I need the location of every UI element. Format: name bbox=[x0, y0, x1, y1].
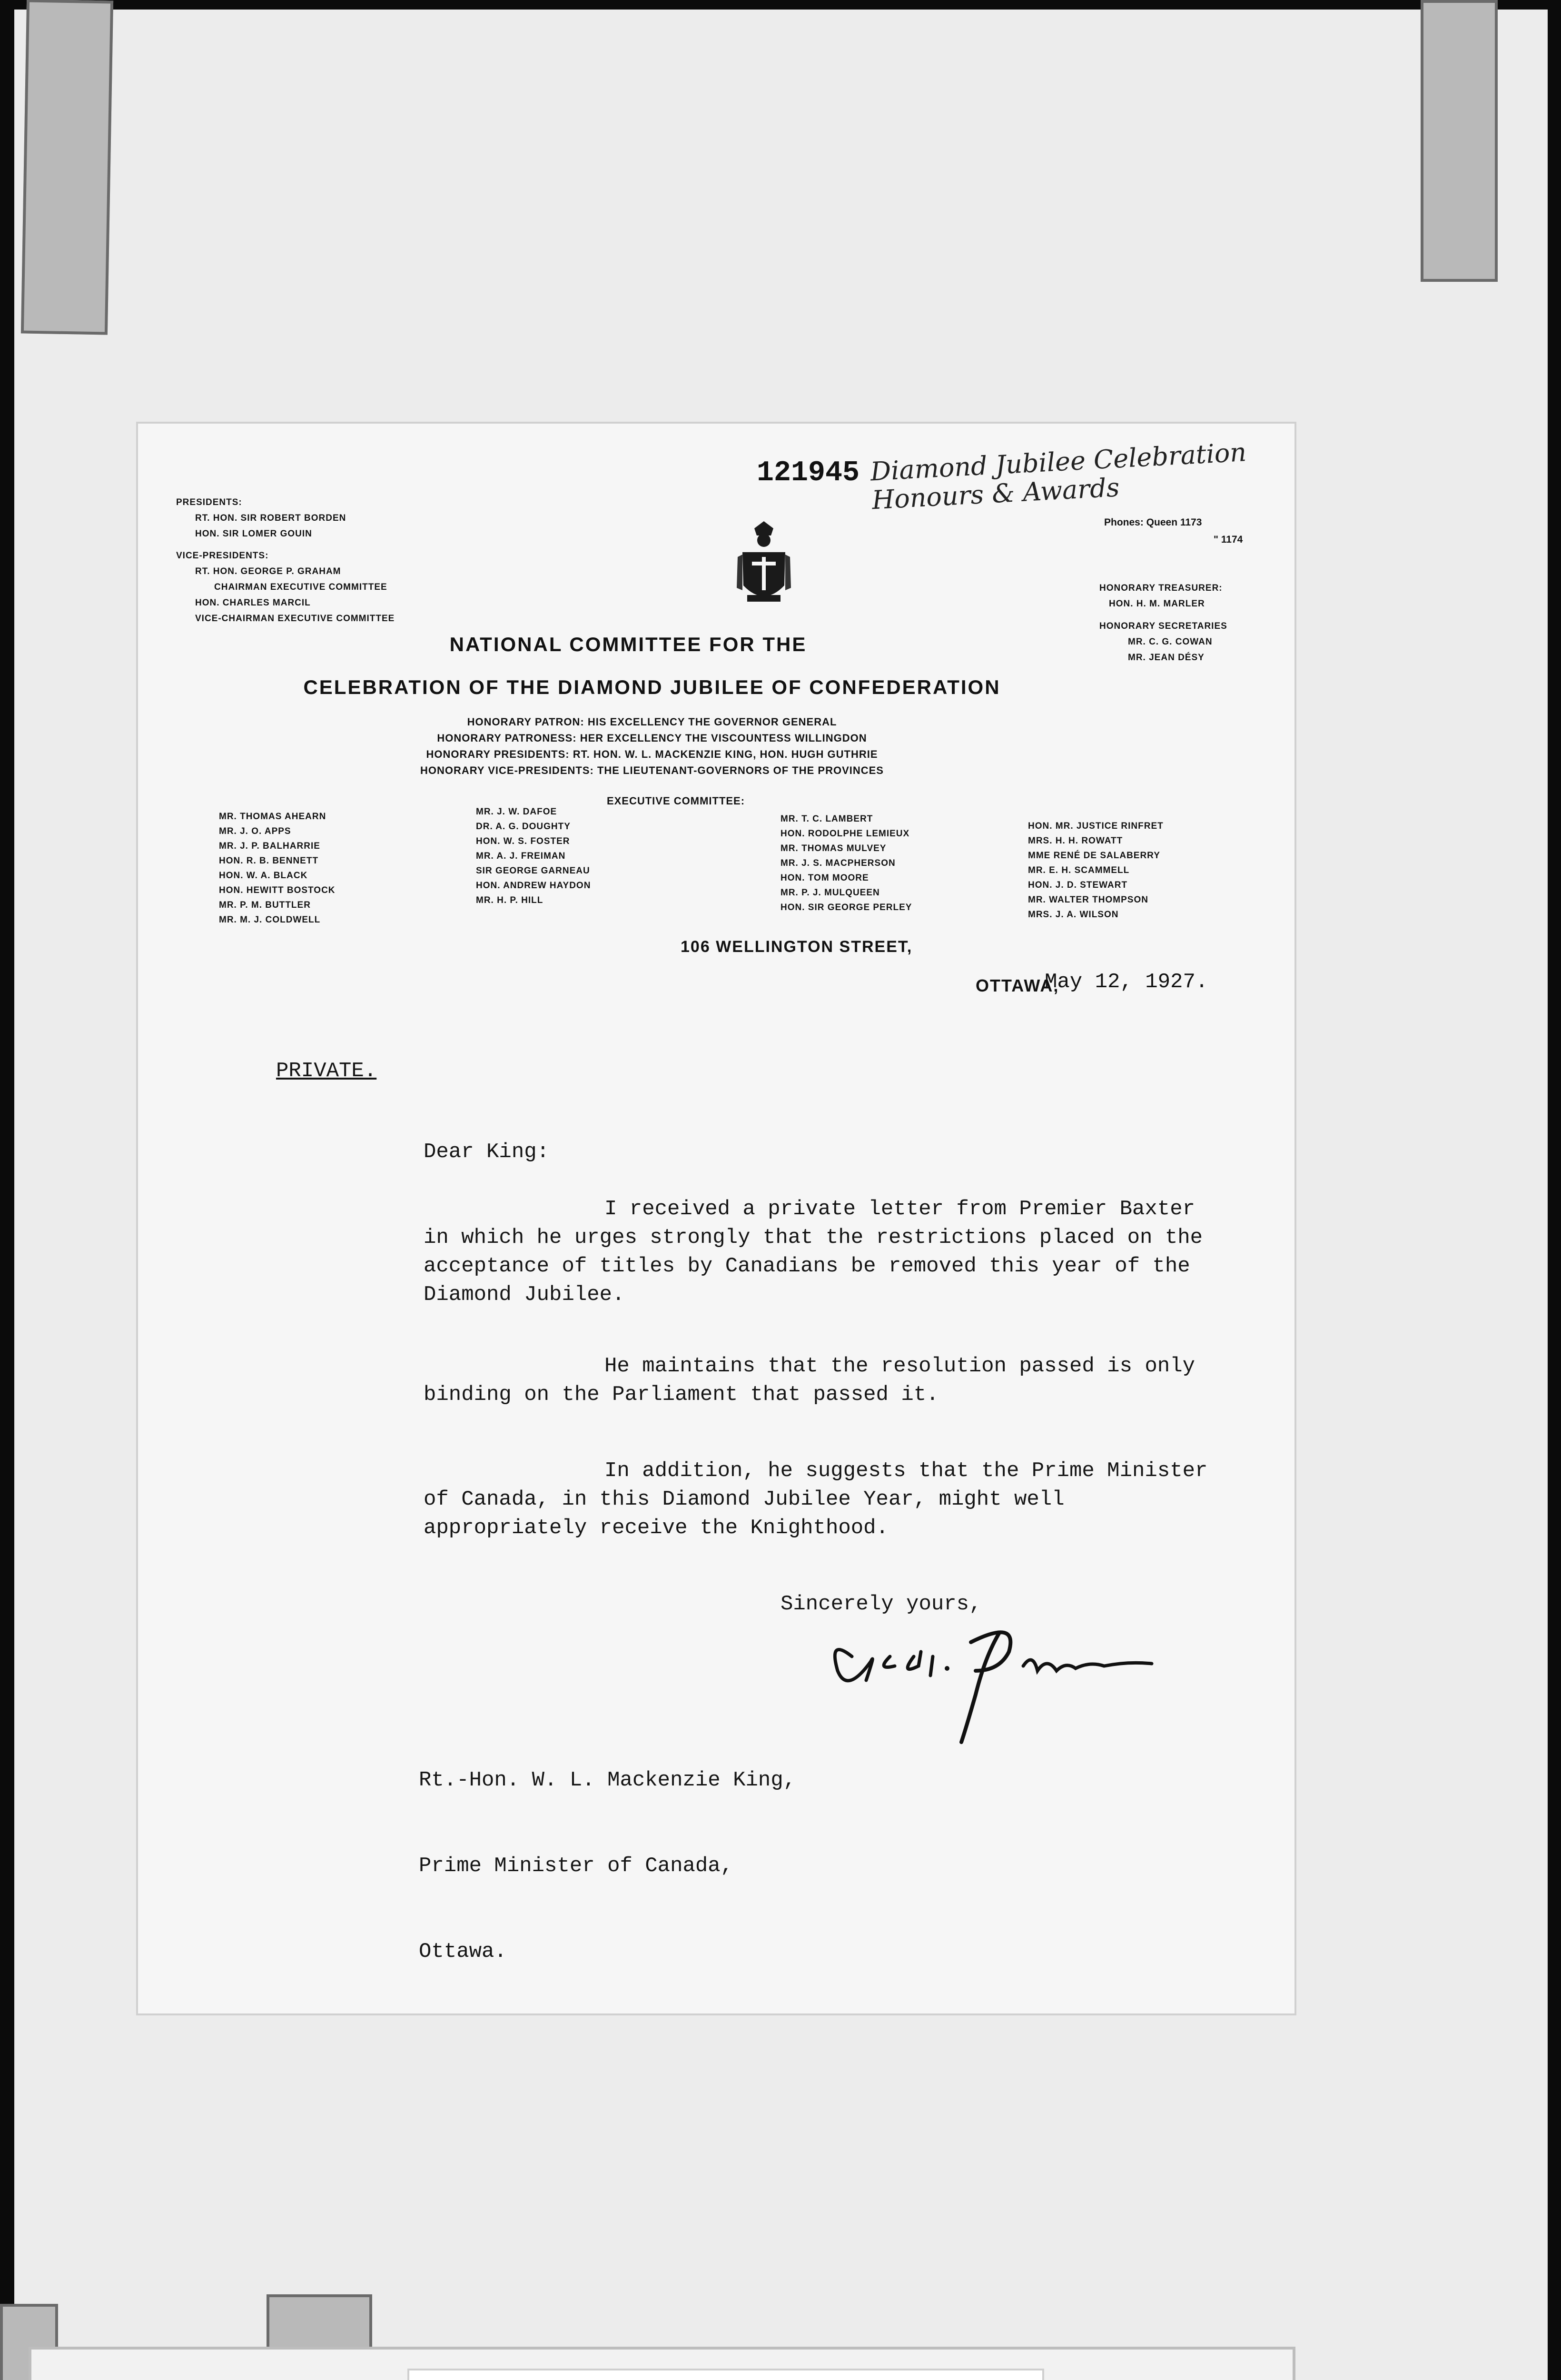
handwritten-note: Diamond Jubilee Celebration Honours & Awards bbox=[869, 437, 1247, 516]
phone-numbers: Phones: Queen 1173 " 1174 bbox=[1104, 517, 1243, 545]
executive-column: MR. THOMAS AHEARN MR. J. O. APPS MR. J. P. BALHARRIE HON. R. B. BENNETT HON. W. A. BLACK HON. HEWITT BOSTOCK MR. P. M. BUTTLER MR. M. J. COLDWELL bbox=[219, 812, 336, 925]
paragraph: He maintains that the resolution passed is only binding on the Parliament that passed it. bbox=[424, 1354, 1195, 1407]
executive-column: MR. T. C. LAMBERT HON. RODOLPHE LEMIEUX MR. THOMAS MULVEY MR. J. S. MACPHERSON HON. TOM MOORE MR. P. J. MULQUEEN HON. SIR GEORGE PERLEY bbox=[780, 814, 912, 912]
document-number: 121945 bbox=[757, 457, 860, 489]
private-marking: PRIVATE. bbox=[276, 1059, 377, 1083]
archive-label bbox=[29, 2347, 1295, 2380]
collection-reference bbox=[407, 2369, 1044, 2380]
paragraph: I received a private letter from Premier Baxter in which he urges strongly that the restrictions placed on the acceptance of titles by Canadians be removed this year of the Diamond Jubilee. bbox=[424, 1197, 1203, 1307]
executive-committee-heading: EXECUTIVE COMMITTEE: bbox=[606, 795, 745, 807]
signature bbox=[819, 1599, 1180, 1756]
executive-column: MR. J. W. DAFOE DR. A. G. DOUGHTY HON. W. S. FOSTER MR. A. J. FREIMAN SIR GEORGE GARNEAU HON. ANDREW HAYDON MR. H. P. HILL bbox=[476, 807, 591, 905]
executive-column: HON. MR. JUSTICE RINFRET MRS. H. H. ROWATT MME RENÉ DE SALABERRY MR. E. H. SCAMMELL HON. J. D. STEWART MR. WALTER THOMPSON MRS. J. A. WILSON bbox=[1028, 821, 1164, 920]
committee-title: NATIONAL COMMITTEE FOR THE bbox=[449, 633, 807, 655]
tape-strip bbox=[21, 0, 113, 335]
paragraph: In addition, he suggests that the Prime Minister of Canada, in this Diamond Jubilee Year, might well appropriately receive the Knighthood. bbox=[424, 1459, 1208, 1540]
city: OTTAWA, bbox=[976, 976, 1059, 995]
letter-date: May 12, 1927. bbox=[1045, 970, 1208, 994]
salutation: Dear King: bbox=[424, 1140, 550, 1164]
addressee: Rt.-Hon. W. L. Mackenzie King, Prime Minister of Canada, Ottawa. bbox=[419, 1768, 796, 1964]
honorary-officers: HONORARY PATRON: HIS EXCELLENCY THE GOVERNOR GENERAL HONORARY PATRONESS: HER EXCELLENCY THE VISCOUNTESS WILLINGDON HONORARY PRESIDENTS: RT. HON. W. L. MACKENZIE KING, HON. HUGH GUTHRIE HONORARY VICE-PRESIDENTS: THE LIEUTENANT-GOVERNORS OF THE PROVINCES bbox=[420, 716, 884, 776]
committee-subtitle: CELEBRATION OF THE DIAMOND JUBILEE OF CONFEDERATION bbox=[303, 676, 1001, 698]
closing: Sincerely yours, bbox=[780, 1592, 982, 1616]
tape-strip bbox=[267, 2294, 372, 2352]
tape-strip bbox=[1421, 0, 1498, 282]
street-address: 106 WELLINGTON STREET, bbox=[681, 938, 913, 956]
coat-of-arms-icon bbox=[728, 519, 800, 614]
letter-sheet: 121945 Diamond Jubilee Celebration Honours & Awards Phones: Queen 1173 " 1174 PRESIDENTS: RT. HON. SIR ROBERT BORDEN HON. SIR LOMER GOUIN VICE-PRESIDENTS: RT. HON. GEORGE P. GRAHAM CHAIRMAN EXECUTIVE COMMITTEE HON. CHARLES MARCIL VICE-CHAIRMAN EXECUTIVE COMMITTEE HONORARY TREASURER: HON. H. M. MARLER HONORARY SECRETARIES MR. C. G. COWAN MR. JEAN DÉSY NATIONAL COMMITTEE FOR THE CELEBRATION OF THE DIAMOND JUBILEE OF CONFEDERATION HONORARY PATRON: HIS EXCELLENCY THE GOVERNOR GENERAL HONORARY PATRONESS: HER EXCELLENCY THE VISCOUNTESS WILLINGDON HONORARY PRESIDENTS: RT. HON. W. L. MACKENZIE KING, HON. HUGH GUTHRIE HONORARY VICE-PRESIDENTS: THE LIEUTENANT-GOVERNORS OF THE PROVINCES EXECUTIVE COMMITTEE: MR. THOMAS AHEARN MR. J. O. APPS MR. J. P. BALHARRIE HON. R. B. BENNETT HON. W. A. BLACK HON. HEWITT BOSTOCK MR. P. M. BUTTLER MR. M. J. COLDWELL MR. J. W. DAFOE DR. A. G. DOUGHTY HON. W. S. FOSTER MR. A. J. FREIMAN SIR GEORGE GARNEAU HON. ANDREW HAYDON MR. H. P. HILL MR. T. C. LAMBERT HON. RODOLPHE LEMIEUX MR. THOMAS MULVEY MR. J. S. MACPHERSON HON. TOM MOORE MR. P. J. MULQUEEN HON. SIR GEORGE PERLEY HON. MR. JUSTICE RINFRET MRS. H. H. ROWATT MME RENÉ DE SALABERRY MR. E. H. SCAMMELL HON. J. D. STEWART MR. WALTER THOMPSON MRS. J. A. WILSON 106 WELLINGTON STREET, OTTAWA, May 12, 1927. PRIVATE. Dear King: I received a private letter from Premier Baxter in which he urges strongly that the restrictions placed on the acceptance of titles by Canadians be removed this year of the Diamond Jubilee. He maintains that the resolution passed is only binding on the Parliament that passed it. In addition, he suggests that the Prime Minister of Canada, in this Diamond Jubilee Year, might well appropriately receive the Knighthood. Sincerely yours, Rt.-Hon. W. L. Mackenzie King, Prime Minister of Canada, Ottawa. bbox=[138, 424, 1294, 2013]
